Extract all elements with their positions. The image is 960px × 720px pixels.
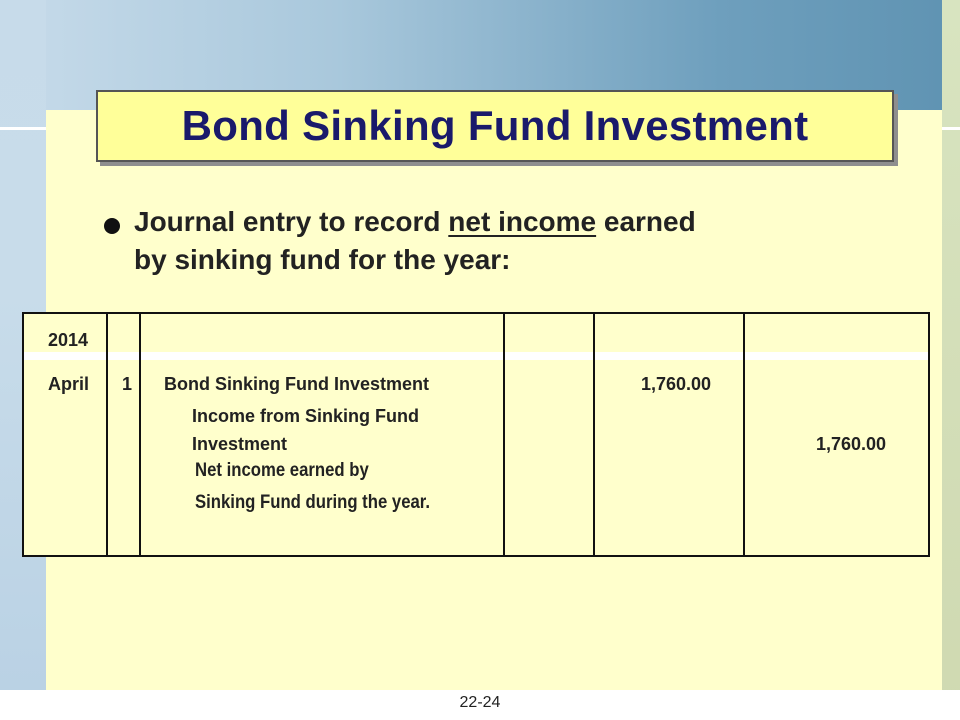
journal-day: 1 (122, 374, 133, 394)
slide-number: 22-24 (459, 694, 501, 711)
bullet-prefix: Journal entry to record (134, 206, 449, 237)
journal-year: 2014 (48, 330, 89, 350)
entry-note-line-1: Net income earned by (195, 460, 369, 481)
journal-month: April (48, 374, 90, 394)
credit-account-line-2: Investment (192, 434, 288, 454)
journal-entry-table (22, 312, 930, 557)
bullet-emphasis: net income (448, 206, 597, 237)
page-title: Bond Sinking Fund Investment (181, 102, 809, 149)
bullet-suffix: earned (596, 206, 696, 237)
entry-note-line-2: Sinking Fund during the year. (195, 492, 431, 513)
column-divider-date (106, 314, 108, 555)
credit-amount: 1,760.00 (816, 434, 887, 454)
column-divider-credit (743, 314, 745, 555)
bullet-dot-icon (104, 218, 120, 234)
debit-account: Bond Sinking Fund Investment (164, 374, 429, 394)
column-divider-ref (503, 314, 505, 555)
right-divider-line (942, 127, 960, 130)
title-box (96, 90, 894, 162)
left-divider-line (0, 127, 46, 130)
credit-account-line-1: Income from Sinking Fund (192, 406, 420, 426)
column-divider-debit (593, 314, 595, 555)
bullet-line-2: by sinking fund for the year: (134, 244, 511, 275)
column-divider-day (139, 314, 141, 555)
right-accent-strip (942, 0, 960, 720)
journal-header-band (24, 352, 928, 360)
bullet-line-1 (134, 206, 696, 238)
debit-amount: 1,760.00 (641, 374, 712, 394)
